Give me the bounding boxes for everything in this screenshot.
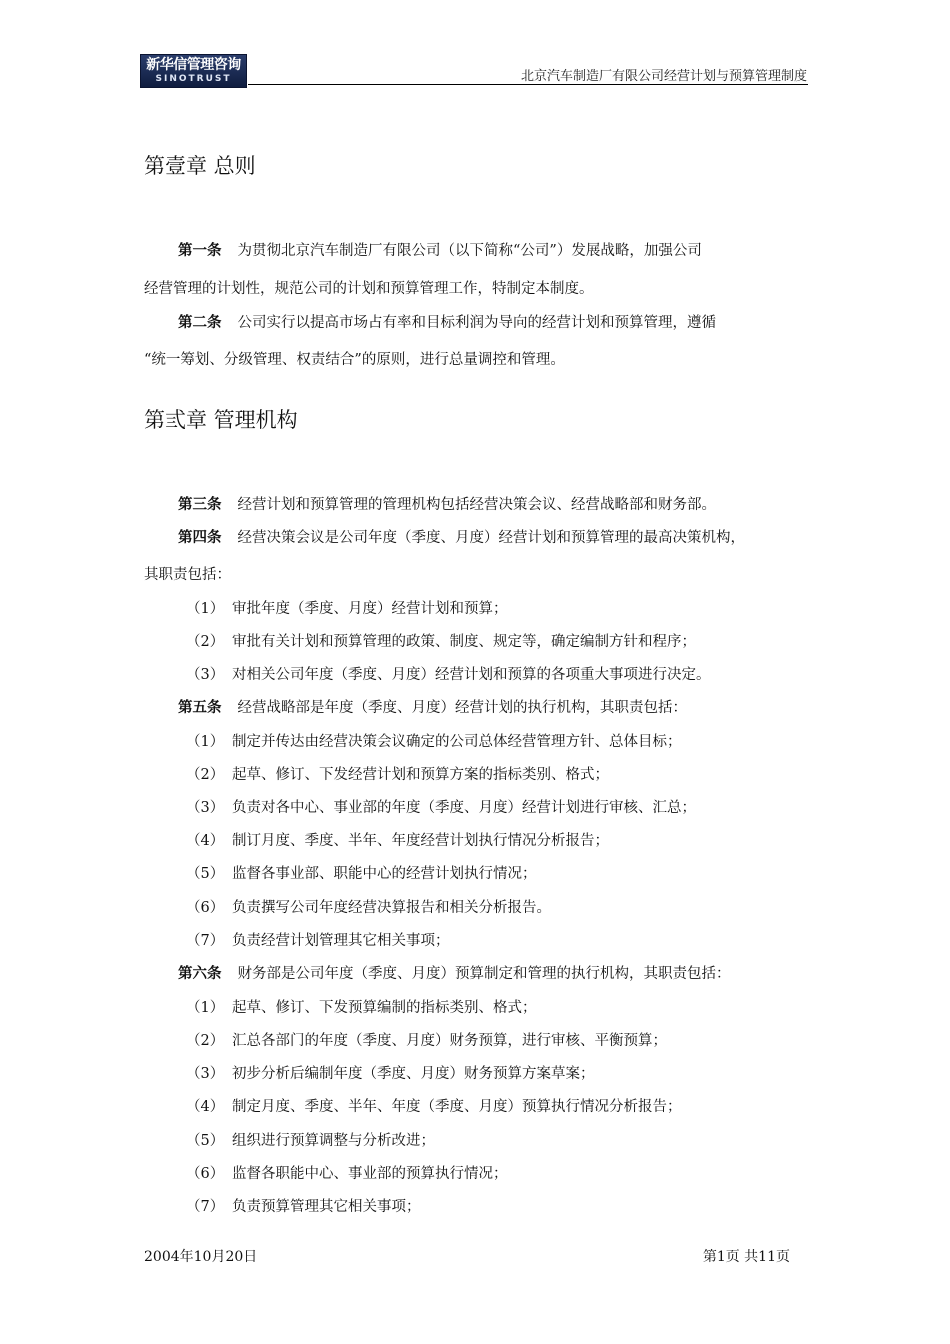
article-6-text-1: 财务部是公司年度（季度、月度）预算制定和管理的执行机构，其职责包括： [237, 966, 731, 982]
list-item-text: 汇总各部门的年度（季度、月度）财务预算，进行审核、平衡预算； [232, 1033, 667, 1049]
list-item-number: （7） [186, 933, 225, 949]
list-item [186, 630, 696, 651]
list-item-number: （6） [186, 1166, 225, 1182]
list-item-number: （4） [186, 833, 225, 849]
list-item-text: 制定并传达由经营决策会议确定的公司总体经营管理方针、总体目标； [232, 734, 682, 750]
article-1-text-1: 为贯彻北京汽车制造厂有限公司（以下简称“公司”）发展战略，加强公司 [237, 243, 702, 259]
article-4-text-1: 经营决策会议是公司年度（季度、月度）经营计划和预算管理的最高决策机构， [237, 530, 745, 546]
list-item-number: （3） [186, 667, 225, 683]
page-number: 第1页 共11页 [702, 1249, 790, 1265]
header-divider [248, 84, 808, 85]
list-item [186, 1095, 682, 1116]
list-item-number: （1） [186, 734, 225, 750]
list-item [186, 1195, 421, 1216]
list-item [186, 796, 696, 817]
article-4-line-1 [178, 526, 745, 547]
list-item [186, 730, 682, 751]
list-item-number: （2） [186, 767, 225, 783]
article-4-label: 第四条 [178, 530, 222, 546]
list-item-text: 负责经营计划管理其它相关事项； [232, 933, 450, 949]
article-1-label: 第一条 [178, 243, 222, 259]
list-item [186, 896, 551, 917]
article-2-line-1 [178, 311, 716, 332]
list-item-text: 负责对各中心、事业部的年度（季度、月度）经营计划进行审核、汇总； [232, 800, 696, 816]
article-2-label: 第二条 [178, 315, 222, 331]
list-item [186, 597, 508, 618]
list-item [186, 763, 609, 784]
article-2-line-2: “统一筹划、分级管理、权责结合”的原则，进行总量调控和管理。 [144, 352, 565, 368]
list-item-text: 组织进行预算调整与分析改进； [232, 1133, 435, 1149]
list-item-text: 审批年度（季度、月度）经营计划和预算； [232, 601, 508, 617]
list-item-text: 监督各事业部、职能中心的经营计划执行情况； [232, 866, 537, 882]
list-item-text: 对相关公司年度（季度、月度）经营计划和预算的各项重大事项进行决定。 [232, 667, 711, 683]
list-item [186, 1029, 667, 1050]
list-item [186, 862, 537, 883]
list-item-text: 起草、修订、下发预算编制的指标类别、格式； [232, 1000, 537, 1016]
list-item [186, 829, 609, 850]
list-item-text: 监督各职能中心、事业部的预算执行情况； [232, 1166, 508, 1182]
list-item-text: 审批有关计划和预算管理的政策、制度、规定等，确定编制方针和程序； [232, 634, 696, 650]
article-3-text-1: 经营计划和预算管理的管理机构包括经营决策会议、经营战略部和财务部。 [237, 497, 716, 513]
list-item-text: 负责预算管理其它相关事项； [232, 1199, 421, 1215]
list-item-number: （5） [186, 866, 225, 882]
article-5-text-1: 经营战略部是年度（季度、月度）经营计划的执行机构，其职责包括： [237, 700, 687, 716]
article-3-line-1 [178, 493, 716, 514]
article-1-line-2: 经营管理的计划性，规范公司的计划和预算管理工作，特制定本制度。 [144, 281, 594, 297]
company-logo [140, 54, 247, 88]
article-3-label: 第三条 [178, 497, 222, 513]
logo-chinese-text: 新华信管理咨询 [146, 57, 241, 73]
list-item-number: （3） [186, 800, 225, 816]
list-item-number: （5） [186, 1133, 225, 1149]
footer-date: 2004年10月20日 [144, 1249, 258, 1265]
list-item-number: （6） [186, 900, 225, 916]
list-item-number: （4） [186, 1099, 225, 1115]
list-item [186, 996, 537, 1017]
list-item-number: （1） [186, 601, 225, 617]
article-5-label: 第五条 [178, 700, 222, 716]
list-item-number: （2） [186, 1033, 225, 1049]
list-item-text: 制定月度、季度、半年、年度（季度、月度）预算执行情况分析报告； [232, 1099, 682, 1115]
list-item [186, 929, 450, 950]
list-item-text: 初步分析后编制年度（季度、月度）财务预算方案草案； [232, 1066, 595, 1082]
article-2-text-1: 公司实行以提高市场占有率和目标利润为导向的经营计划和预算管理，遵循 [237, 315, 716, 331]
list-item-text: 制订月度、季度、半年、年度经营计划执行情况分析报告； [232, 833, 609, 849]
document-header-title: 北京汽车制造厂有限公司经营计划与预算管理制度 [520, 69, 807, 84]
article-5-line-1 [178, 696, 687, 717]
article-1-line-1 [178, 239, 702, 260]
list-item-text: 负责撰写公司年度经营决算报告和相关分析报告。 [232, 900, 551, 916]
article-6-label: 第六条 [178, 966, 222, 982]
logo-english-text: SINOTRUST [155, 74, 232, 84]
list-item-number: （3） [186, 1066, 225, 1082]
chapter-1-title: 第壹章 总则 [144, 154, 256, 178]
list-item [186, 663, 711, 684]
list-item [186, 1129, 435, 1150]
article-4-line-2: 其职责包括： [144, 567, 231, 583]
list-item-text: 起草、修订、下发经营计划和预算方案的指标类别、格式； [232, 767, 609, 783]
list-item [186, 1162, 508, 1183]
article-6-line-1 [178, 962, 731, 983]
chapter-2-title: 第弎章 管理机构 [144, 408, 298, 432]
list-item-number: （7） [186, 1199, 225, 1215]
list-item-number: （1） [186, 1000, 225, 1016]
list-item-number: （2） [186, 634, 225, 650]
list-item [186, 1062, 595, 1083]
